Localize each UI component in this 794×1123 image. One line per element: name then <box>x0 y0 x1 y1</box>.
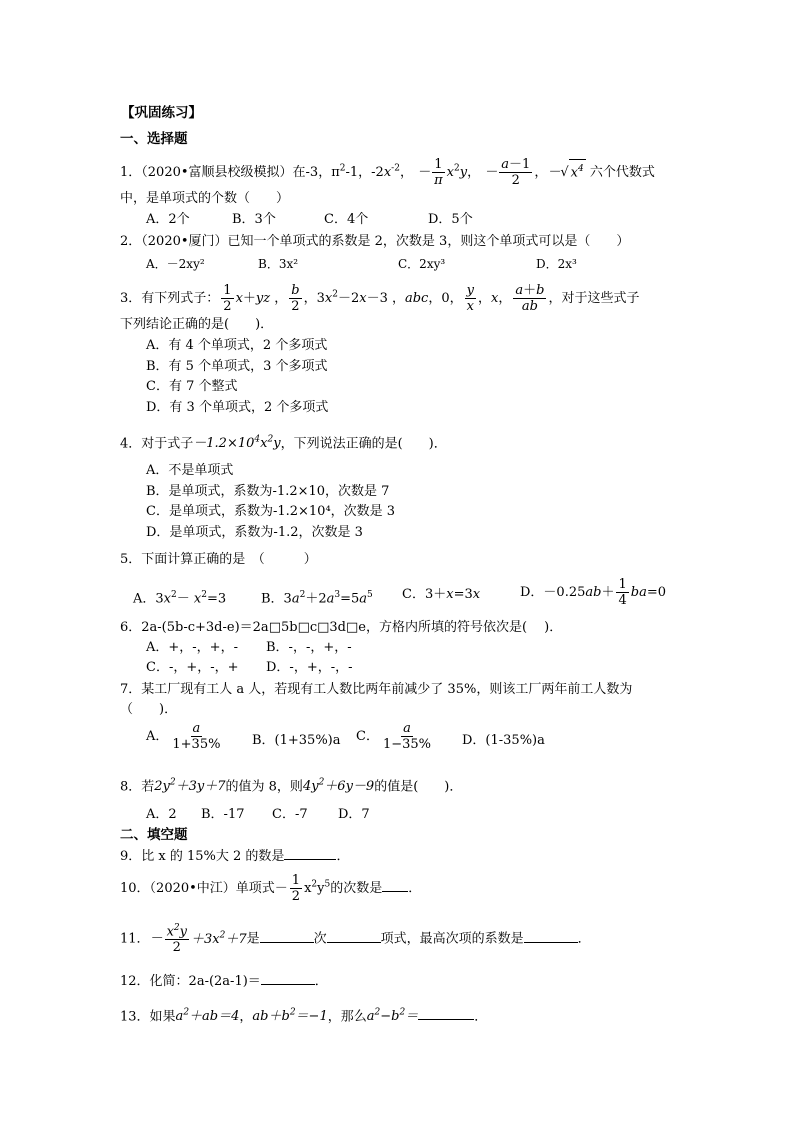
question-13: 13．如果$a^2+ab=4$，$ab+b^2=-1$，那么$a^2-b^2=$ ． <box>120 1008 488 1025</box>
q13-blank[interactable] <box>418 1007 474 1020</box>
question-1-line-2: 中，是单项式的个数（ ） <box>120 191 290 206</box>
section-choice: 一、选择题 <box>120 131 188 147</box>
q1-frac-1-over-pi: $\frac{1}{\pi}$ <box>434 157 443 188</box>
question-10: 10．（2020•中江）单项式－ $\frac{1}{2}$ $x^2y^5$的次数是 ． <box>120 873 422 904</box>
q12-blank[interactable] <box>261 972 315 985</box>
q1-frac-a-minus-1: $\frac{a-1}{2}$ <box>501 157 531 188</box>
q7-option-b: B．(1+35%)a <box>252 733 341 748</box>
question-11: 11．－ $\frac{x^2y}{2}$ $+3x^2+7$是 次 项式，最高次项的系数是 ． <box>120 923 591 956</box>
q11-blank-2[interactable] <box>327 930 381 943</box>
question-6: 6．2a-(5b-c+3d-e)＝2a□5b□c□3d□e，方格内所填的符号依次是( )． <box>120 620 563 635</box>
q5-option-d: D．－0.25ab＋ $\frac{1}{4}$ ba=0 <box>520 577 666 608</box>
q2-option-a: A．－2xy² <box>146 257 205 271</box>
q7-option-c: C． $\frac{a}{1-35\%}$ <box>356 721 432 752</box>
q1-option-a: A．2个 <box>146 212 190 227</box>
q5-option-b: B．$3a^2+2a^3=5a^5$ <box>261 590 373 607</box>
q7-option-d: D．(1-35%)a <box>462 733 545 748</box>
question-12: 12．化简：2a-(2a-1)＝ ． <box>120 974 328 989</box>
section-fill: 二、填空题 <box>120 827 188 843</box>
page-title: 【巩固练习】 <box>121 105 202 121</box>
q8-option-a: A．2 <box>146 807 177 822</box>
question-3-line-1: 3．有下列式子： $\frac{1}{2}$ x＋yz ， $\frac{b}{2}$ ，$3x^2-2x-3$ ，abc，0， $\frac{y}{x}$ ，x， $\frac{a+b}{ab}$ ，对于这些式子 <box>120 283 640 314</box>
q6-option-b: B．-，-，+，- <box>266 640 352 655</box>
q9-blank[interactable] <box>284 847 336 860</box>
question-5: 5．下面计算正确的是 （ ） <box>120 552 317 567</box>
q2-option-b: B．3x² <box>258 257 299 271</box>
q2-option-d: D．2x³ <box>536 257 577 271</box>
q1-option-b: B．3个 <box>232 212 276 227</box>
question-7-line-2: （ )． <box>120 702 178 717</box>
q7-option-a: A． $\frac{a}{1+35\%}$ <box>146 721 221 752</box>
q5-option-a: A．$3x^2- x^2=3$ <box>133 590 227 607</box>
q3-option-d: D．有 3 个单项式，2 个多项式 <box>146 400 329 415</box>
q1-sqrt-x4: $x^4$ <box>569 159 586 182</box>
q5-option-c: C．3＋x=3x <box>402 587 481 602</box>
question-2: 2．（2020•厦门）已知一个单项式的系数是 2，次数是 3，则这个单项式可以是（ ） <box>120 234 630 249</box>
q11-blank-1[interactable] <box>260 930 314 943</box>
q4-option-b: B．是单项式，系数为-1.2×10，次数是 7 <box>146 484 390 499</box>
q1-num: 1． <box>120 165 142 180</box>
q3-option-a: A．有 4 个单项式，2 个多项式 <box>146 338 328 353</box>
q8-option-c: C．-7 <box>272 807 308 822</box>
q4-option-d: D．是单项式，系数为-1.2，次数是 3 <box>146 525 363 540</box>
q1-option-c: C．4个 <box>324 212 369 227</box>
question-1-line-1: 1．（2020•富顺县校级模拟）在-3，$\pi^2-1$，$-2x^{-2}$， － $\frac{1}{\pi}$ $x^2y$， － $\frac{a-1}{2}$ ，－√ $x^4$ 六个代数式 <box>120 157 655 188</box>
q11-blank-3[interactable] <box>524 930 578 943</box>
question-8: 8．若$2y^2+3y+7$的值为 8，则$4y^2+6y-9$的值是( )． <box>120 778 463 795</box>
question-4: 4．对于式子$-1.2\times 10^4x^2y$，下列说法正确的是( )． <box>120 435 447 452</box>
q3-option-b: B．有 5 个单项式，3 个多项式 <box>146 359 328 374</box>
q3-option-c: C．有 7 个整式 <box>146 379 238 394</box>
q6-option-d: D．-，+，-，- <box>266 660 353 675</box>
question-9: 9．比 x 的 15%大 2 的数是 ． <box>120 849 350 864</box>
q6-option-c: C．-，+，-，+ <box>146 660 239 675</box>
question-7-line-1: 7．某工厂现有工人 a 人，若现有工人数比两年前减少了 35%，则该工厂两年前工人数为 <box>120 682 633 697</box>
q10-blank[interactable] <box>382 879 408 892</box>
q4-option-c: C．是单项式，系数为-1.2×10⁴，次数是 3 <box>146 504 396 519</box>
question-3-line-2: 下列结论正确的是( )． <box>120 317 274 332</box>
q8-option-b: B．-17 <box>201 807 245 822</box>
q4-option-a: A．不是单项式 <box>146 463 234 478</box>
q1-option-d: D．5个 <box>428 212 473 227</box>
q8-option-d: D．7 <box>338 807 370 822</box>
q2-option-c: C．2xy³ <box>398 257 446 271</box>
q6-option-a: A．+，-，+，- <box>146 640 238 655</box>
